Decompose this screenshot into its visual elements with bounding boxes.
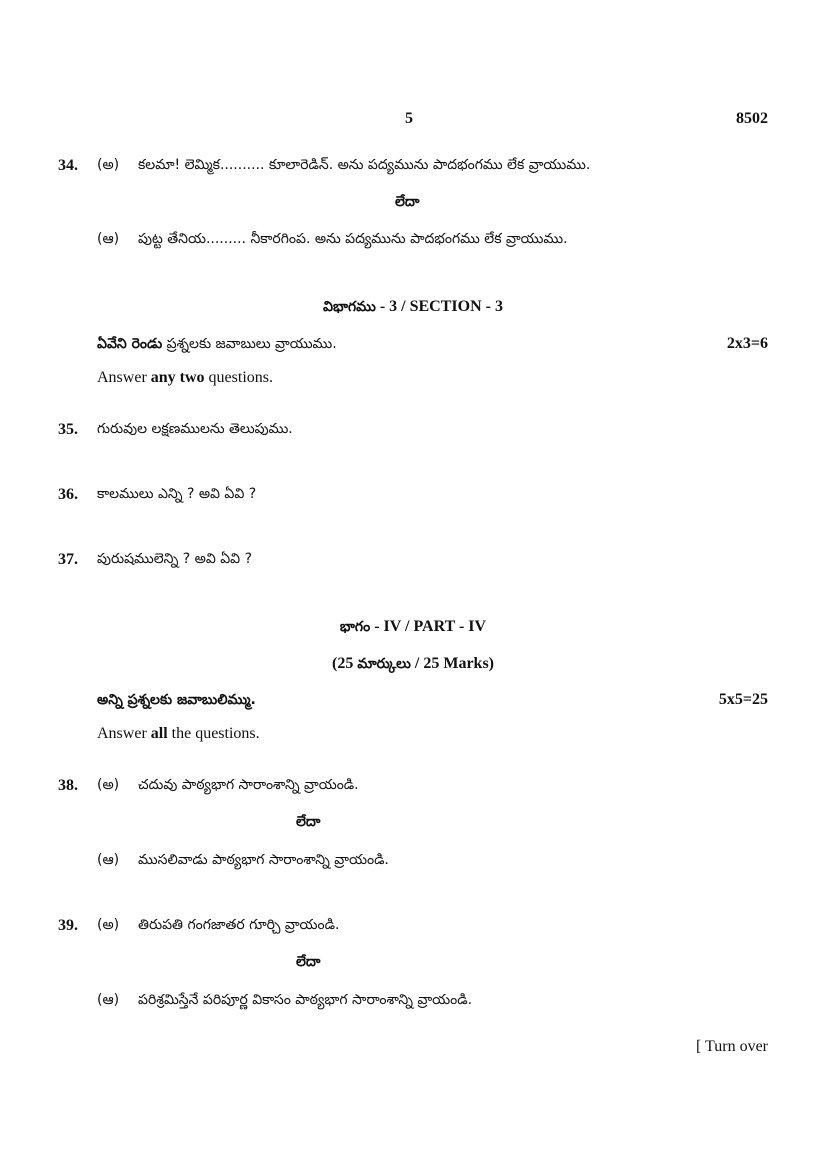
instruction-emphasis: any two <box>150 369 205 386</box>
option-marker: (ఆ) <box>97 231 120 247</box>
option-marker: (అ) <box>97 777 120 793</box>
subheading-te: మార్కులు <box>357 656 411 672</box>
part-heading-en: - IV / PART - IV <box>370 618 487 635</box>
subheading-text: / 25 Marks) <box>410 655 494 672</box>
or-label: లేదా <box>395 194 420 210</box>
subheading-text: (25 <box>331 655 358 672</box>
option-marker: (ఆ) <box>97 992 120 1008</box>
question-text: పురుషములెన్ని ? అవి ఏవి ? <box>97 551 253 567</box>
option-marker: (అ) <box>97 157 120 173</box>
section-marks: 2x3=6 <box>726 335 768 352</box>
instruction-text: the questions. <box>167 725 260 742</box>
instruction-text: ప్రశ్నలకు జవాబులు వ్రాయుము. <box>162 336 337 352</box>
section-heading-en: - 3 / SECTION - 3 <box>375 298 503 315</box>
part-heading-te: భాగం <box>339 619 371 635</box>
question-number: 39. <box>58 917 78 934</box>
question-text: గురువుల లక్షణములను తెలుపుము. <box>97 421 293 437</box>
instruction-text: Answer <box>97 369 151 386</box>
question-number: 37. <box>58 551 78 568</box>
instruction-text: Answer <box>97 725 151 742</box>
paper-code: 8502 <box>736 110 768 127</box>
section-instruction-te <box>97 336 337 355</box>
question-text: కలమా! లెమ్మిక.......... కూలారెడిన్‌. అను పద్యమును పాదభంగము లేక వ్రాయుము. <box>138 157 591 173</box>
question-text: ముసలివాడు పాఠ్యభాగ సారాంశాన్ని వ్రాయండి. <box>138 852 389 868</box>
instruction-emphasis: all <box>150 725 168 742</box>
turn-over-label: [ Turn over <box>695 1038 768 1055</box>
instruction-emphasis: ఏవేని రెండు <box>97 336 163 352</box>
question-number: 35. <box>58 421 78 438</box>
question-number: 36. <box>58 486 78 503</box>
or-label: లేదా <box>296 954 321 970</box>
question-text: తిరుపతి గంగజాతర గూర్చి వ్రాయండి. <box>138 917 340 933</box>
instruction-text: questions. <box>204 369 273 386</box>
question-number: 38. <box>58 777 78 794</box>
question-text: కాలములు ఎన్ని ? అవి ఏవి ? <box>97 486 257 502</box>
part-heading <box>0 616 826 638</box>
part-subheading <box>0 653 826 675</box>
option-marker: (ఆ) <box>97 852 120 868</box>
section-heading <box>0 296 826 318</box>
page-number: 5 <box>405 110 413 127</box>
or-label: లేదా <box>296 814 321 830</box>
question-number: 34. <box>58 157 78 174</box>
question-text: పరిశ్రమిస్తేనే పరిపూర్ణ వికాసం పాఠ్యభాగ సారాంశాన్ని వ్రాయండి. <box>138 992 473 1008</box>
option-marker: (అ) <box>97 917 120 933</box>
question-text: చదువు పాఠ్యభాగ సారాంశాన్ని వ్రాయండి. <box>138 777 359 793</box>
section-heading-te: విభాగము <box>323 299 376 315</box>
part-marks: 5x5=25 <box>718 691 768 708</box>
section-instruction-en <box>97 369 273 387</box>
part-instruction-te: అన్ని ప్రశ్నలకు జవాబులిమ్ము. <box>97 692 256 708</box>
question-text: పుట్ట తేనియ......... నీకారగింప. అను పద్యమును పాదభంగము లేక వ్రాయుము. <box>138 231 568 247</box>
part-instruction-en <box>97 725 260 743</box>
